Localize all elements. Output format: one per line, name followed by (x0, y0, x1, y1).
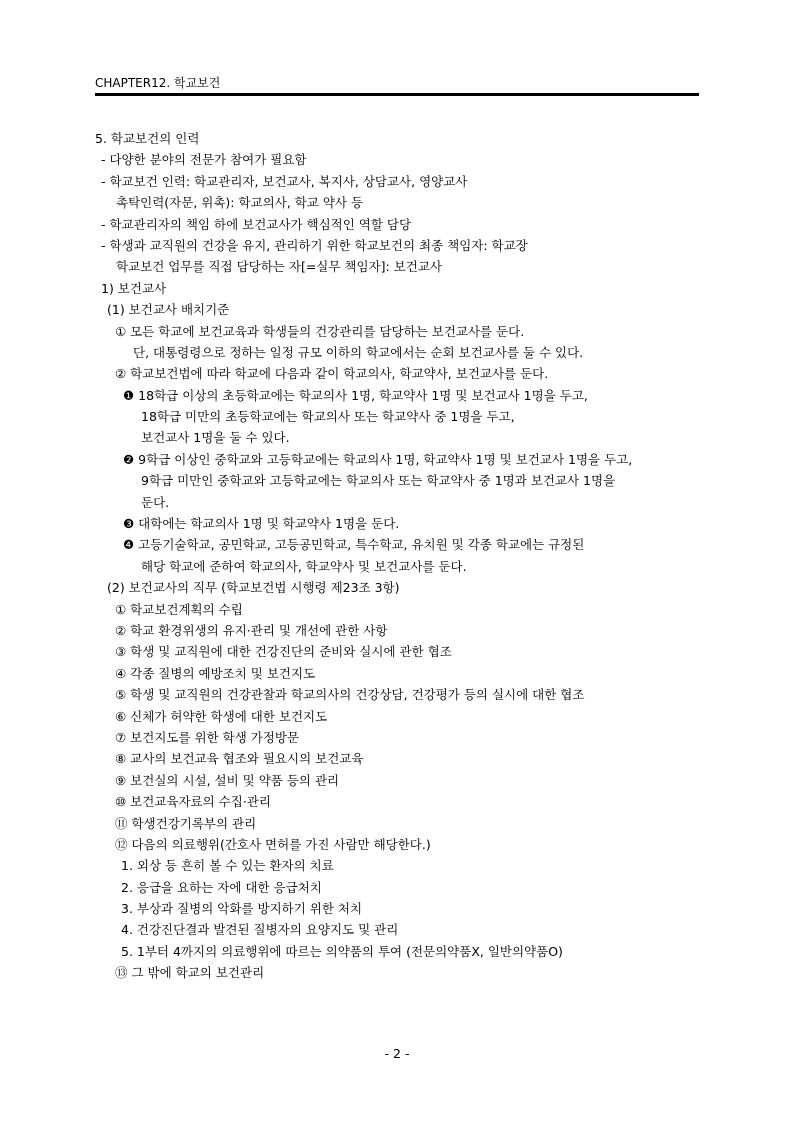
text-line: 촉탁인력(자문, 위촉): 학교의사, 학교 약사 등 (116, 195, 364, 211)
text-line: - 학교보건 인력: 학교관리자, 보건교사, 복지사, 상담교사, 영양교사 (101, 173, 468, 189)
header-rule (95, 93, 699, 96)
content-body (95, 128, 705, 984)
text-line: - 학생과 교직원의 건강을 유지, 관리하기 위한 학교보건의 최종 책임자: 학교장 (101, 237, 528, 253)
list-item: ① 모든 학교에 보건교육과 학생들의 건강관리를 담당하는 보건교사를 둔다. (115, 323, 525, 339)
text-line: 해당 학교에 준하여 학교의사, 학교약사 및 보건교사를 둔다. (141, 558, 467, 574)
list-item: ⑥ 신체가 허약한 학생에 대한 보건지도 (115, 708, 328, 724)
text-line: 보건교사 1명을 둘 수 있다. (141, 430, 290, 446)
list-item: 5. 1부터 4까지의 의료행위에 따르는 의약품의 투여 (전문의약품X, 일반의약품O) (121, 943, 563, 959)
list-item: ⑫ 다음의 의료행위(간호사 면허를 가진 사람만 해당한다.) (115, 836, 431, 852)
list-item: ⑧ 교사의 보건교육 협조와 필요시의 보건교육 (115, 751, 364, 767)
text-line: 단, 대통령령으로 정하는 일정 규모 이하의 학교에서는 순회 보건교사를 둘 수 있다. (133, 344, 584, 360)
text-line: 9학급 미만인 중학교와 고등학교에는 학교의사 또는 학교약사 중 1명과 보건교사 1명을 (141, 473, 616, 489)
list-item: ❶ 18학급 이상의 초등학교에는 학교의사 1명, 학교약사 1명 및 보건교사 1명을 두고, (123, 387, 588, 403)
list-item: ② 학교 환경위생의 유지·관리 및 개선에 관한 사항 (115, 622, 388, 638)
list-item: ❸ 대학에는 학교의사 1명 및 학교약사 1명을 둔다. (123, 516, 400, 532)
list-item: ⑬ 그 밖에 학교의 보건관리 (115, 965, 265, 981)
text-line: - 학교관리자의 책임 하에 보건교사가 핵심적인 역할 담당 (101, 216, 412, 232)
list-item: ⑩ 보건교육자료의 수집·관리 (115, 794, 271, 810)
text-line: 둔다. (141, 494, 170, 510)
list-item: ① 학교보건계획의 수립 (115, 601, 243, 617)
subsection-heading: 1) 보건교사 (101, 280, 167, 296)
list-item: ⑤ 학생 및 교직원의 건강관찰과 학교의사의 건강상담, 건강평가 등의 실시에 대한 협조 (115, 687, 585, 703)
text-line: - 다양한 분야의 전문가 참여가 필요함 (101, 152, 307, 168)
subsection-heading: (2) 보건교사의 직무 (학교보건법 시행령 제23조 3항) (107, 580, 400, 596)
list-item: ③ 학생 및 교직원에 대한 건강진단의 준비와 실시에 관한 협조 (115, 644, 452, 660)
list-item: ④ 각종 질병의 예방조치 및 보건지도 (115, 665, 316, 681)
list-item: 2. 응급을 요하는 자에 대한 응급처치 (121, 879, 322, 895)
text-line: 18학급 미만의 초등학교에는 학교의사 또는 학교약사 중 1명을 두고, (141, 409, 515, 425)
list-item: ⑨ 보건실의 시설, 설비 및 약품 등의 관리 (115, 772, 340, 788)
list-item: ❷ 9학급 이상인 중학교와 고등학교에는 학교의사 1명, 학교약사 1명 및 보건교사 1명을 두고, (123, 451, 633, 467)
page-number: - 2 - (384, 1046, 410, 1061)
list-item: ❹ 고등기술학교, 공민학교, 고등공민학교, 특수학교, 유치원 및 각종 학교에는 규정된 (123, 537, 585, 553)
subsection-heading: (1) 보건교사 배치기준 (107, 302, 230, 318)
list-item: 4. 건강진단결과 발견된 질병자의 요양지도 및 관리 (121, 922, 399, 938)
list-item: 1. 외상 등 흔히 볼 수 있는 환자의 치료 (121, 858, 334, 874)
text-line: 학교보건 업무를 직접 담당하는 자[=실무 책임자]: 보건교사 (116, 259, 443, 275)
chapter-header: CHAPTER12. 학교보건 (95, 76, 221, 90)
section-heading: 5. 학교보건의 인력 (95, 131, 200, 146)
list-item: 3. 부상과 질병의 악화를 방지하기 위한 처치 (121, 901, 363, 917)
list-item: ⑦ 보건지도를 위한 학생 가정방문 (115, 729, 300, 745)
list-item: ② 학교보건법에 따라 학교에 다음과 같이 학교의사, 학교약사, 보건교사를 둔다. (115, 366, 549, 382)
list-item: ⑪ 학생건강기록부의 관리 (115, 815, 257, 831)
